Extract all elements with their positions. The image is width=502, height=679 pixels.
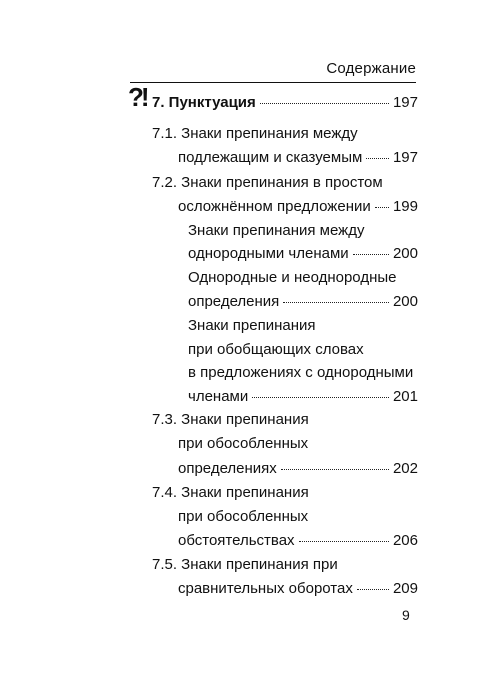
page-ref: 209 <box>392 580 418 597</box>
toc-entry-7-4[interactable] <box>178 532 418 550</box>
page-ref: 200 <box>392 245 418 262</box>
toc-entry-7-2-line1[interactable]: 7.2. Знаки препинания в простом <box>152 174 383 191</box>
page-ref: 199 <box>392 198 418 215</box>
leader-dots <box>366 158 389 159</box>
toc-subentry-3[interactable] <box>188 388 418 406</box>
toc-entry-7-3-line1[interactable]: 7.3. Знаки препинания <box>152 411 309 428</box>
entry-text: подлежащим и сказуемым <box>178 149 363 166</box>
page-ref: 197 <box>392 94 418 111</box>
toc-entry-7-3[interactable] <box>178 460 418 478</box>
chapter-title: 7. Пунктуация <box>152 94 256 111</box>
entry-text: членами <box>188 388 249 405</box>
page-ref: 201 <box>392 388 418 405</box>
toc-subentry-3-line3[interactable]: в предложениях с однородными <box>188 364 414 381</box>
leader-dots <box>353 254 389 255</box>
toc-entry-7-4-line2[interactable]: при обособленных <box>178 508 309 525</box>
leader-dots <box>299 541 389 542</box>
toc-entry-7-1[interactable] <box>178 149 418 167</box>
header-rule <box>130 82 416 83</box>
leader-dots <box>281 469 389 470</box>
toc-entry-7-5-line1[interactable]: 7.5. Знаки препинания при <box>152 556 338 573</box>
entry-text: обстоятельствах <box>178 532 295 549</box>
entry-text: сравнительных оборотах <box>178 580 353 597</box>
page-number: 9 <box>402 607 410 623</box>
leader-dots <box>283 302 389 303</box>
toc-subentry-2[interactable] <box>188 293 418 311</box>
section-header: Содержание <box>326 60 416 77</box>
page-ref: 200 <box>392 293 418 310</box>
toc-entry-7-3-line2[interactable]: при обособленных <box>178 435 309 452</box>
question-exclamation-icon: ?! <box>128 82 147 112</box>
entry-text: однородными членами <box>188 245 349 262</box>
toc-chapter-7[interactable] <box>152 94 418 112</box>
leader-dots <box>357 589 389 590</box>
toc-subentry-3-line1[interactable]: Знаки препинания <box>188 317 316 334</box>
toc-subentry-1-line1[interactable]: Знаки препинания между <box>188 222 365 239</box>
toc-subentry-1[interactable] <box>188 245 418 263</box>
leader-dots <box>375 207 389 208</box>
page-ref: 197 <box>392 149 418 166</box>
leader-dots <box>260 103 389 104</box>
entry-text: определениях <box>178 460 277 477</box>
toc-entry-7-1-line1[interactable]: 7.1. Знаки препинания между <box>152 125 358 142</box>
toc-entry-7-4-line1[interactable]: 7.4. Знаки препинания <box>152 484 309 501</box>
page-ref: 206 <box>392 532 418 549</box>
page-ref: 202 <box>392 460 418 477</box>
entry-text: определения <box>188 293 280 310</box>
toc-entry-7-5[interactable] <box>178 580 418 598</box>
entry-text: осложнённом предложении <box>178 198 371 215</box>
toc-entry-7-2[interactable] <box>178 198 418 216</box>
toc-subentry-3-line2[interactable]: при обобщающих словах <box>188 341 364 358</box>
toc-subentry-2-line1[interactable]: Однородные и неоднородные <box>188 269 397 286</box>
leader-dots <box>252 397 389 398</box>
